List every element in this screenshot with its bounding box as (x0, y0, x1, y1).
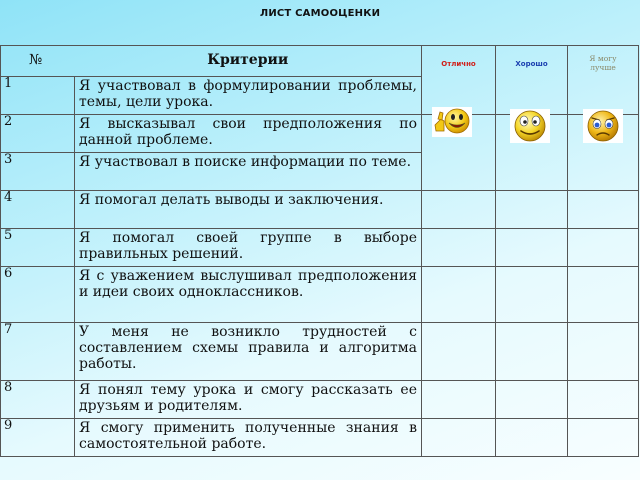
can-better-cell[interactable] (568, 229, 639, 267)
row-number-text: 4 (4, 190, 13, 205)
good-cell[interactable] (496, 191, 568, 229)
row-criterion (75, 153, 422, 191)
row-criterion-text: Я помогал своей группе в выборе правильных решений. (79, 230, 417, 262)
row-number (1, 191, 75, 229)
row-number-text: 6 (4, 266, 13, 281)
good-cell[interactable] (496, 381, 568, 419)
row-criterion-text: Я высказывал свои предположения по данной проблеме. (79, 116, 417, 148)
can-better-cell[interactable] (568, 267, 639, 323)
row-number-text: 9 (4, 418, 13, 433)
row-number-text: 2 (4, 114, 13, 129)
excellent-cell[interactable] (422, 381, 496, 419)
header-can-better-cell (568, 46, 639, 115)
row-number (1, 77, 75, 115)
table-row (1, 419, 639, 457)
excellent-cell[interactable] (422, 323, 496, 381)
good-cell[interactable] (496, 267, 568, 323)
thumbs-up-smiley-icon (432, 107, 472, 137)
row-number (1, 153, 75, 191)
good-cell[interactable] (496, 419, 568, 457)
row-criterion (75, 419, 422, 457)
table-row (1, 381, 639, 419)
row-number-text: 5 (4, 228, 13, 243)
row-criterion-text: Я помогал делать выводы и заключения. (79, 192, 384, 208)
header-excellent-cell (422, 46, 496, 115)
criteria-table (0, 45, 639, 457)
row-criterion (75, 381, 422, 419)
row-number (1, 323, 75, 381)
header-can-better-label-2: лучше (590, 63, 616, 72)
header-excellent-label: Отлично (441, 60, 476, 68)
header-criteria-label: Критерии (207, 52, 289, 68)
row-criterion (75, 115, 422, 153)
header-good-cell (496, 46, 568, 115)
row-number-text: 3 (4, 152, 13, 167)
row-criterion-text: Я участвовал в формулировании проблемы, темы, цели урока. (79, 78, 417, 110)
row-number-text: 8 (4, 380, 13, 395)
can-better-icon-cell (568, 115, 639, 191)
header-can-better-label-1: Я могу (589, 54, 617, 63)
header-number-cell (1, 46, 75, 77)
can-better-cell[interactable] (568, 419, 639, 457)
table-row (1, 267, 639, 323)
excellent-cell[interactable] (422, 229, 496, 267)
row-criterion-text: Я с уважением выслушивал предположения и идеи своих одноклассников. (79, 268, 417, 300)
row-criterion-text: Я понял тему урока и смогу рассказать ее друзьям и родителям. (79, 382, 417, 414)
page-title: ЛИСТ САМООЦЕНКИ (259, 8, 381, 19)
row-number (1, 115, 75, 153)
worried-face-icon (583, 109, 623, 143)
row-criterion-text: У меня не возникло трудностей с составлением схемы правила и алгоритма работы. (79, 324, 417, 372)
row-criterion (75, 323, 422, 381)
header-good-label: Хорошо (515, 60, 548, 68)
row-criterion (75, 229, 422, 267)
header-row (1, 46, 639, 77)
row-number-text: 1 (4, 76, 13, 91)
excellent-cell[interactable] (422, 191, 496, 229)
excellent-icon-cell (422, 115, 496, 191)
excellent-cell[interactable] (422, 267, 496, 323)
row-criterion (75, 267, 422, 323)
row-criterion (75, 191, 422, 229)
table-row (1, 191, 639, 229)
header-criteria-cell (75, 46, 422, 77)
row-number (1, 381, 75, 419)
good-cell[interactable] (496, 229, 568, 267)
table-row (1, 323, 639, 381)
row-criterion-text: Я участвовал в поиске информации по теме. (79, 154, 412, 170)
header-number-label: № (29, 52, 43, 68)
row-criterion (75, 77, 422, 115)
row-criterion-text: Я смогу применить полученные знания в самостоятельной работе. (79, 420, 417, 452)
table-row (1, 115, 639, 153)
row-number (1, 267, 75, 323)
good-icon-cell (496, 115, 568, 191)
can-better-cell[interactable] (568, 323, 639, 381)
table-row (1, 229, 639, 267)
row-number-text: 7 (4, 322, 13, 337)
good-cell[interactable] (496, 323, 568, 381)
excellent-cell[interactable] (422, 419, 496, 457)
can-better-cell[interactable] (568, 381, 639, 419)
can-better-cell[interactable] (568, 191, 639, 229)
smiling-face-icon (510, 109, 550, 143)
row-number (1, 419, 75, 457)
row-number (1, 229, 75, 267)
